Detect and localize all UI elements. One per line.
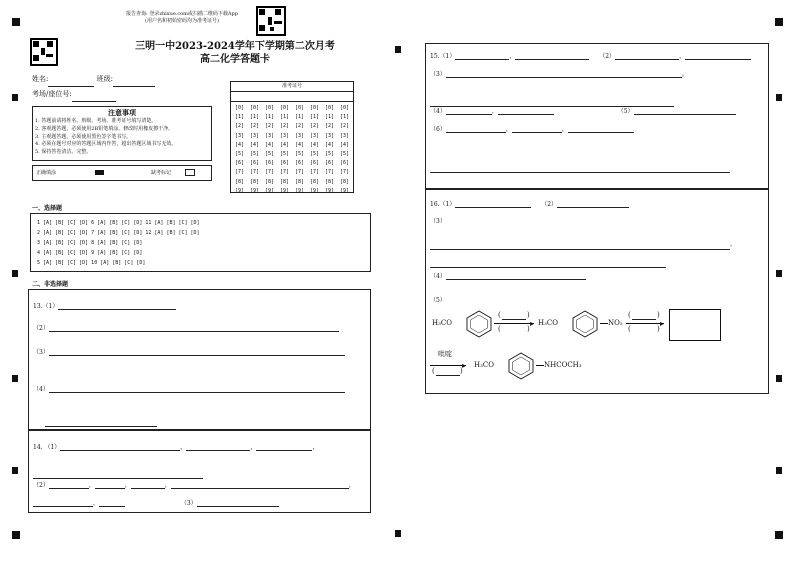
answer-line[interactable] (58, 309, 176, 310)
benzene-ring-icon (570, 309, 600, 339)
paren-close: ) (657, 325, 660, 333)
answer-line[interactable] (95, 488, 125, 489)
class-field[interactable] (113, 86, 155, 87)
exam-id-digit-bubble[interactable]: [2] (250, 123, 260, 130)
q13-label: 13.（1） (33, 303, 59, 310)
correct-fill-label: 正确填涂 (36, 170, 57, 176)
bond-line (600, 323, 608, 324)
exam-id-digit-bubble[interactable]: [8] (250, 178, 260, 185)
exam-id-column (340, 104, 348, 196)
benzene-ring-icon (506, 351, 536, 381)
exam-id-digit-bubble[interactable]: [3] (265, 132, 275, 139)
exam-id-input-row (231, 92, 353, 102)
notice-item: 5. 保持答卷清洁、完整。 (35, 149, 92, 156)
exam-id-digit-bubble[interactable]: [8] (295, 178, 305, 185)
answer-line[interactable] (49, 488, 89, 489)
exam-id-digit-bubble[interactable]: [9] (295, 187, 305, 194)
exam-id-digit-bubble[interactable]: [9] (235, 187, 245, 194)
exam-id-digit-bubble[interactable]: [4] (340, 141, 350, 148)
comma: ， (491, 108, 498, 115)
reaction-arrow-1 (494, 323, 534, 324)
exam-id-digit-bubble[interactable]: [3] (340, 132, 350, 139)
q13-part3 (33, 347, 345, 356)
notice-item: 3. 主观题答题，必须使用黑色签字笔书写。 (35, 133, 132, 140)
answer-line[interactable] (171, 488, 349, 489)
exam-id-digit-bubble[interactable]: [1] (325, 114, 335, 121)
product-answer-box[interactable] (669, 309, 721, 341)
corner-mark-tl (12, 18, 20, 26)
q15-part1 (430, 51, 751, 60)
paren-open: ( (628, 311, 631, 319)
answer-line[interactable] (568, 132, 634, 133)
corner-mark-br (775, 531, 783, 539)
answer-line[interactable] (49, 331, 339, 332)
paren-close: ) (657, 311, 660, 319)
exam-id-grid (231, 104, 353, 194)
timing-mark (776, 467, 782, 474)
timing-mark (12, 375, 18, 382)
q14-part1-cont (33, 460, 203, 479)
mc-answer-box (30, 213, 371, 272)
exam-id-digit-bubble[interactable]: [8] (340, 178, 350, 185)
answer-line[interactable] (615, 59, 679, 60)
arrow-head-icon: ▸ (660, 319, 665, 328)
benzene-ring-icon (464, 309, 494, 339)
answer-line[interactable] (446, 132, 506, 133)
notice-box (32, 106, 212, 161)
corner-mark-tr (775, 18, 783, 26)
exam-id-column (325, 104, 333, 196)
exam-id-digit-bubble[interactable]: [0] (250, 105, 260, 111)
exam-id-digit-bubble[interactable]: [6] (280, 160, 290, 167)
exam-id-digit-bubble[interactable]: [9] (280, 187, 290, 194)
answer-line[interactable] (33, 478, 203, 479)
answer-line[interactable] (634, 114, 736, 115)
exam-id-digit-bubble[interactable]: [1] (250, 114, 260, 121)
bond-line (536, 365, 544, 366)
paren-open: ( (432, 367, 435, 375)
exam-id-digit-bubble[interactable]: [3] (235, 132, 245, 139)
exam-id-title: 准考证号 (231, 82, 353, 92)
answer-line[interactable] (446, 114, 492, 115)
exam-id-digit-bubble[interactable]: [6] (265, 160, 275, 167)
q15-p5-label: （5） (617, 108, 634, 115)
q13-p3-label: （3） (33, 349, 49, 356)
exam-id-digit-bubble[interactable]: [7] (295, 169, 305, 176)
q15-p4-label: （4） (430, 108, 446, 115)
reaction-arrow-3 (430, 365, 466, 366)
corner-mark-bl (12, 531, 20, 539)
exam-id-digit-bubble[interactable]: [6] (340, 160, 350, 167)
exam-id-digit-bubble[interactable]: [1] (310, 114, 320, 121)
answer-line[interactable] (131, 488, 165, 489)
student-info (32, 72, 155, 102)
section2-title: 二、非选择题 (32, 281, 69, 288)
exam-id-digit-bubble[interactable]: [0] (325, 105, 335, 111)
q16-p3-label: （3） (430, 218, 446, 225)
exam-id-digit-bubble[interactable]: [4] (295, 141, 305, 148)
notice-item: 1. 答题前请将姓名、班级、考场、准考证号填写清楚。 (35, 118, 157, 124)
q13-part1 (33, 301, 176, 310)
timing-mark (12, 467, 18, 474)
paren-close: ) (527, 325, 530, 333)
comma: ， (180, 444, 187, 451)
exam-id-digit-bubble[interactable]: [1] (265, 114, 275, 121)
exam-id-digit-bubble[interactable]: [2] (295, 123, 305, 130)
q14-part2 (33, 480, 355, 489)
q15-part6-cont (430, 154, 730, 173)
mc-row[interactable]: 5 [A] [B] [C] [D] 10 [A] [B] [C] [D] (37, 260, 146, 266)
absent-mark-label: 缺考标记 (151, 170, 172, 176)
exam-id-digit-bubble[interactable]: [6] (310, 160, 320, 167)
section1-title: 一、选择题 (32, 205, 63, 212)
mc-row[interactable]: 2 [A] [B] [C] [D] 7 [A] [B] [C] [D] 12 [A] [B] [C] [D] (37, 230, 200, 236)
q16-part1 (430, 199, 629, 208)
top-note-line1: 报告查询: 登录zhixue.com或扫描二维码下载App (126, 11, 238, 17)
exam-id-digit-bubble[interactable]: [0] (235, 105, 245, 111)
q14-p2-label: （2） (33, 482, 49, 489)
exam-id-digit-bubble[interactable]: [2] (265, 123, 275, 130)
amide-group: NHCOCH₃ (544, 361, 582, 369)
reactant-group: H₃CO (432, 319, 453, 327)
reaction-arrow-2 (626, 323, 664, 324)
exam-id-digit-bubble[interactable]: [9] (250, 187, 260, 194)
timing-mark (776, 94, 782, 101)
exam-id-digit-bubble[interactable]: [0] (340, 105, 350, 111)
top-note-line2: (用户名和初始密码均为准考证号) (145, 18, 219, 24)
mc-row[interactable]: 4 [A] [B] [C] [D] 9 [A] [B] [C] [D] (37, 250, 143, 256)
exam-id-digit-bubble[interactable]: [7] (325, 169, 335, 176)
q15-label: 15.（1） (430, 53, 456, 60)
exam-id-digit-bubble[interactable]: [4] (280, 141, 290, 148)
exam-id-digit-bubble[interactable]: [5] (235, 150, 245, 157)
exam-id-digit-bubble[interactable]: [8] (235, 178, 245, 185)
exam-id-column (310, 104, 318, 196)
exam-id-column (250, 104, 258, 196)
exam-id-digit-bubble[interactable]: [3] (325, 132, 335, 139)
answer-line[interactable] (430, 172, 730, 173)
comma: ， (164, 482, 171, 489)
exam-id-digit-bubble[interactable]: [5] (295, 150, 305, 157)
exam-id-digit-bubble[interactable]: [7] (340, 169, 350, 176)
comma: ， (250, 444, 257, 451)
exam-id-digit-bubble[interactable]: [4] (325, 141, 335, 148)
answer-line[interactable] (256, 450, 312, 451)
exam-id-digit-bubble[interactable]: [6] (295, 160, 305, 167)
comma: ， (509, 53, 516, 60)
exam-id-digit-bubble[interactable]: [5] (250, 150, 260, 157)
notice-title: 注意事项 (108, 108, 136, 117)
q14-part1 (33, 442, 318, 451)
notice-item: 4. 必须在题号对应的答题区域内作答，超出答题区域书写无效。 (35, 141, 177, 148)
answer-line[interactable] (60, 450, 180, 451)
comma: ， (561, 126, 568, 133)
reagent-blank[interactable] (436, 367, 460, 376)
q13-p2-label: （2） (33, 325, 49, 332)
comma: ， (679, 53, 686, 60)
exam-id-digit-bubble[interactable]: [2] (325, 123, 335, 130)
timing-mark (395, 46, 401, 53)
exam-id-box (230, 81, 354, 193)
answer-line[interactable] (557, 207, 629, 208)
mc-row[interactable]: 1 [A] [B] [C] [D] 6 [A] [B] [C] [D] 11 [A] [B] [C] [D] (37, 220, 200, 226)
exam-id-column (235, 104, 243, 196)
q15-box (425, 43, 769, 190)
answer-line[interactable] (685, 59, 751, 60)
exam-id-digit-bubble[interactable]: [1] (280, 114, 290, 121)
answer-line[interactable] (33, 506, 93, 507)
title-line2: 高二化学答题卡 (200, 54, 270, 65)
nitro-group: NO₂ (608, 319, 623, 327)
q16-label: 16.（1） (430, 201, 456, 208)
q13-part4 (33, 384, 345, 393)
notice-item: 2. 客观题答题，必须使用2B铅笔填涂，修改时用橡皮擦干净。 (35, 125, 174, 132)
reagent-pyridine: 吡啶 (438, 350, 452, 358)
exam-id-digit-bubble[interactable]: [4] (250, 141, 260, 148)
answer-line[interactable] (45, 426, 157, 427)
q14-label: 14. （1） (33, 444, 61, 451)
exam-id-digit-bubble[interactable]: [5] (340, 150, 350, 157)
comma: ， (124, 482, 131, 489)
period: 。 (681, 71, 688, 78)
exam-id-digit-bubble[interactable]: [3] (280, 132, 290, 139)
exam-id-digit-bubble[interactable]: [7] (265, 169, 275, 176)
fill-legend (32, 165, 212, 181)
q13-part2 (33, 323, 339, 332)
page-title (100, 40, 370, 66)
answer-line[interactable] (512, 132, 562, 133)
paren-open: ( (498, 311, 501, 319)
answer-line[interactable] (49, 355, 345, 356)
q15-part3 (430, 69, 688, 78)
answer-line[interactable] (186, 450, 250, 451)
exam-id-digit-bubble[interactable]: [5] (310, 150, 320, 157)
q16-part3-line1 (430, 231, 736, 250)
qr-code-icon[interactable] (256, 6, 286, 36)
exam-id-digit-bubble[interactable]: [8] (325, 178, 335, 185)
notice-list (35, 118, 211, 157)
q15-p2-label: （2） (599, 53, 616, 60)
paren-close: ) (460, 367, 463, 375)
exam-id-digit-bubble[interactable]: [5] (265, 150, 275, 157)
answer-line[interactable] (515, 59, 589, 60)
timing-mark (12, 94, 18, 101)
seat-label: 考场/座位号: (32, 90, 72, 98)
exam-id-digit-bubble[interactable]: [4] (235, 141, 245, 148)
exam-id-digit-bubble[interactable]: [2] (235, 123, 245, 130)
exam-id-digit-bubble[interactable]: [1] (295, 114, 305, 121)
exam-id-digit-bubble[interactable]: [3] (250, 132, 260, 139)
exam-id-digit-bubble[interactable]: [8] (310, 178, 320, 185)
exam-id-digit-bubble[interactable]: [2] (280, 123, 290, 130)
exam-id-digit-bubble[interactable]: [5] (280, 150, 290, 157)
q15-p3-label: （3） (430, 71, 446, 78)
exam-id-digit-bubble[interactable]: [0] (265, 105, 275, 111)
reagent-blank[interactable] (502, 311, 526, 320)
answer-line[interactable] (446, 77, 682, 78)
comma: ， (348, 482, 355, 489)
exam-id-digit-bubble[interactable]: [2] (340, 123, 350, 130)
q16-p4-label: （4） (430, 273, 446, 280)
absent-mark-checkbox[interactable] (185, 169, 195, 176)
comma: ， (93, 500, 100, 507)
timing-mark (776, 270, 782, 277)
q15-p6-label: （6） (430, 126, 446, 133)
arrow-head-icon: ▸ (530, 319, 535, 328)
q13-part4-cont (45, 408, 157, 427)
q16-box (425, 188, 769, 394)
paren-open: ( (498, 325, 501, 333)
product-group: H₃CO (474, 361, 495, 369)
intermediate-group: H₃CO (538, 319, 559, 327)
q16-p2-label: （2） (541, 201, 558, 208)
q13-p4-label: （4） (33, 386, 49, 393)
answer-line[interactable] (197, 506, 279, 507)
comma: ， (505, 126, 512, 133)
reaction-scheme (426, 305, 768, 391)
exam-id-column (280, 104, 288, 196)
exam-id-digit-bubble[interactable]: [6] (250, 160, 260, 167)
timing-mark (12, 270, 18, 277)
q14-box (28, 429, 371, 513)
answer-line[interactable] (446, 279, 586, 280)
top-note (112, 11, 252, 25)
exam-id-digit-bubble[interactable]: [2] (310, 123, 320, 130)
q16-part3-line2 (430, 249, 666, 268)
q14-p3-label: （3） (180, 500, 197, 507)
seat-field[interactable] (72, 101, 116, 102)
answer-line[interactable] (455, 59, 509, 60)
answer-line[interactable] (99, 506, 125, 507)
exam-id-column (265, 104, 273, 196)
exam-id-digit-bubble[interactable]: [7] (310, 169, 320, 176)
paren-close: ) (527, 311, 530, 319)
exam-id-digit-bubble[interactable]: [7] (235, 169, 245, 176)
exam-id-digit-bubble[interactable]: [0] (310, 105, 320, 111)
q13-box (28, 289, 371, 431)
answer-line[interactable] (455, 207, 531, 208)
q15-part6 (430, 124, 634, 133)
exam-id-digit-bubble[interactable]: [7] (250, 169, 260, 176)
comma: ， (312, 444, 319, 451)
exam-id-digit-bubble[interactable]: [8] (280, 178, 290, 185)
exam-id-digit-bubble[interactable]: [0] (280, 105, 290, 111)
exam-id-digit-bubble[interactable]: [3] (310, 132, 320, 139)
mc-row[interactable]: 3 [A] [B] [C] [D] 8 [A] [B] [C] [D] (37, 240, 143, 246)
class-label: 班级: (96, 75, 113, 83)
exam-id-digit-bubble[interactable]: [9] (340, 187, 350, 194)
q15-part4 (430, 106, 736, 115)
period: 。 (730, 241, 737, 248)
arrow-head-icon: ▸ (462, 361, 467, 370)
comma: ， (88, 482, 95, 489)
answer-line[interactable] (430, 267, 666, 268)
timing-mark (395, 530, 401, 537)
name-label: 姓名: (32, 75, 49, 83)
exam-id-digit-bubble[interactable]: [9] (310, 187, 320, 194)
correct-fill-sample (95, 170, 104, 175)
exam-id-digit-bubble[interactable]: [6] (235, 160, 245, 167)
exam-id-digit-bubble[interactable]: [9] (265, 187, 275, 194)
exam-id-digit-bubble[interactable]: [1] (340, 114, 350, 121)
reagent-blank[interactable] (632, 311, 656, 320)
exam-id-digit-bubble[interactable]: [7] (280, 169, 290, 176)
exam-id-digit-bubble[interactable]: [8] (265, 178, 275, 185)
answer-line[interactable] (498, 114, 554, 115)
exam-id-digit-bubble[interactable]: [4] (310, 141, 320, 148)
q16-p5-label: （5） (430, 297, 446, 304)
qr-code-icon (30, 38, 58, 66)
exam-id-digit-bubble[interactable]: [3] (295, 132, 305, 139)
q14-part2-cont (33, 498, 279, 507)
exam-id-digit-bubble[interactable]: [9] (325, 187, 335, 194)
exam-id-digit-bubble[interactable]: [6] (325, 160, 335, 167)
q15-part3-cont (430, 88, 674, 107)
paren-open: ( (628, 325, 631, 333)
title-line1: 三明一中2023-2024学年下学期第二次月考 (135, 41, 335, 52)
answer-line[interactable] (49, 392, 345, 393)
exam-id-column (295, 104, 303, 196)
exam-id-digit-bubble[interactable]: [4] (265, 141, 275, 148)
exam-id-digit-bubble[interactable]: [1] (235, 114, 245, 121)
exam-id-digit-bubble[interactable]: [0] (295, 105, 305, 111)
exam-id-digit-bubble[interactable]: [5] (325, 150, 335, 157)
q16-part4 (430, 271, 586, 280)
timing-mark (776, 375, 782, 382)
